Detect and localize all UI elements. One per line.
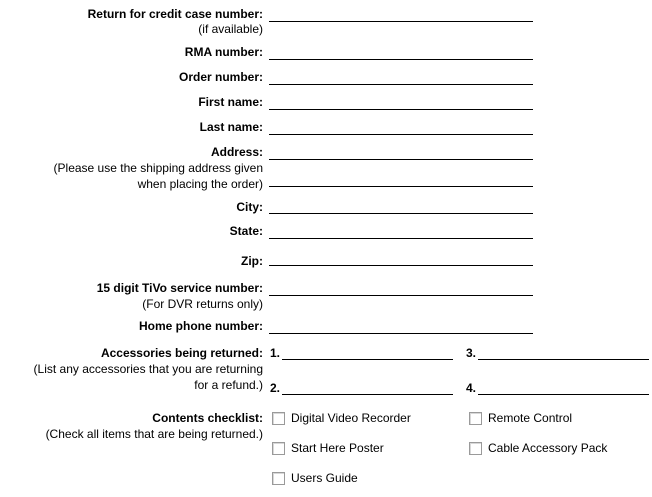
rma-label: RMA number: bbox=[184, 45, 263, 59]
accessory-1-number: 1. bbox=[270, 346, 281, 360]
state-field[interactable] bbox=[269, 238, 533, 239]
credit-case-field[interactable] bbox=[269, 21, 533, 22]
accessory-4-field[interactable] bbox=[478, 394, 649, 395]
checklist-item-cable-accessory-pack[interactable] bbox=[469, 441, 607, 455]
tivo-service-field[interactable] bbox=[269, 295, 533, 296]
first-name-label: First name: bbox=[198, 95, 263, 109]
rma-field[interactable] bbox=[269, 59, 533, 60]
first-name-field[interactable] bbox=[269, 109, 533, 110]
home-phone-label: Home phone number: bbox=[138, 319, 263, 333]
address-note-line1: (Please use the shipping address given bbox=[53, 161, 263, 175]
state-label: State: bbox=[229, 224, 263, 238]
address-field-line1[interactable] bbox=[269, 159, 533, 160]
accessory-1-field[interactable] bbox=[282, 359, 453, 360]
address-label: Address: bbox=[210, 145, 263, 159]
checkbox[interactable] bbox=[469, 442, 482, 455]
checklist-item-label: Remote Control bbox=[488, 411, 573, 425]
order-field[interactable] bbox=[269, 84, 533, 85]
accessory-4-number: 4. bbox=[466, 381, 477, 395]
accessory-2-number: 2. bbox=[270, 381, 281, 395]
city-field[interactable] bbox=[269, 213, 533, 214]
accessories-label: Accessories being returned: bbox=[100, 346, 263, 360]
checklist-label: Contents checklist: bbox=[152, 411, 263, 425]
accessory-2-field[interactable] bbox=[282, 394, 453, 395]
accessories-note-line1: (List any accessories that you are returning bbox=[33, 362, 263, 376]
checkbox[interactable] bbox=[469, 412, 482, 425]
checklist-item-label: Users Guide bbox=[291, 471, 358, 485]
order-label: Order number: bbox=[178, 70, 263, 84]
zip-field[interactable] bbox=[269, 265, 533, 266]
home-phone-field[interactable] bbox=[269, 333, 533, 334]
last-name-field[interactable] bbox=[269, 134, 533, 135]
accessory-3-field[interactable] bbox=[478, 359, 649, 360]
credit-case-label: Return for credit case number: bbox=[87, 7, 263, 21]
checklist-item-remote-control[interactable] bbox=[469, 411, 572, 425]
accessory-3-number: 3. bbox=[466, 346, 477, 360]
accessories-note-line2: for a refund.) bbox=[194, 378, 263, 392]
zip-label: Zip: bbox=[241, 254, 263, 268]
credit-case-note: (if available) bbox=[198, 22, 263, 36]
tivo-service-label: 15 digit TiVo service number: bbox=[96, 281, 263, 295]
checklist-item-label: Start Here Poster bbox=[291, 441, 384, 455]
checklist-item-start-here-poster[interactable] bbox=[272, 441, 384, 455]
address-field-line2[interactable] bbox=[269, 186, 533, 187]
city-label: City: bbox=[236, 200, 263, 214]
checklist-note: (Check all items that are being returned.) bbox=[45, 427, 263, 441]
tivo-service-note: (For DVR returns only) bbox=[142, 297, 263, 311]
checklist-item-label: Cable Accessory Pack bbox=[488, 441, 608, 455]
checkbox[interactable] bbox=[272, 442, 285, 455]
checklist-item-label: Digital Video Recorder bbox=[291, 411, 411, 425]
last-name-label: Last name: bbox=[199, 120, 263, 134]
checkbox[interactable] bbox=[272, 472, 285, 485]
checklist-item-digital-video-recorder[interactable] bbox=[272, 411, 411, 425]
address-note-line2: when placing the order) bbox=[137, 177, 263, 191]
checkbox[interactable] bbox=[272, 412, 285, 425]
checklist-item-users-guide[interactable] bbox=[272, 471, 358, 485]
